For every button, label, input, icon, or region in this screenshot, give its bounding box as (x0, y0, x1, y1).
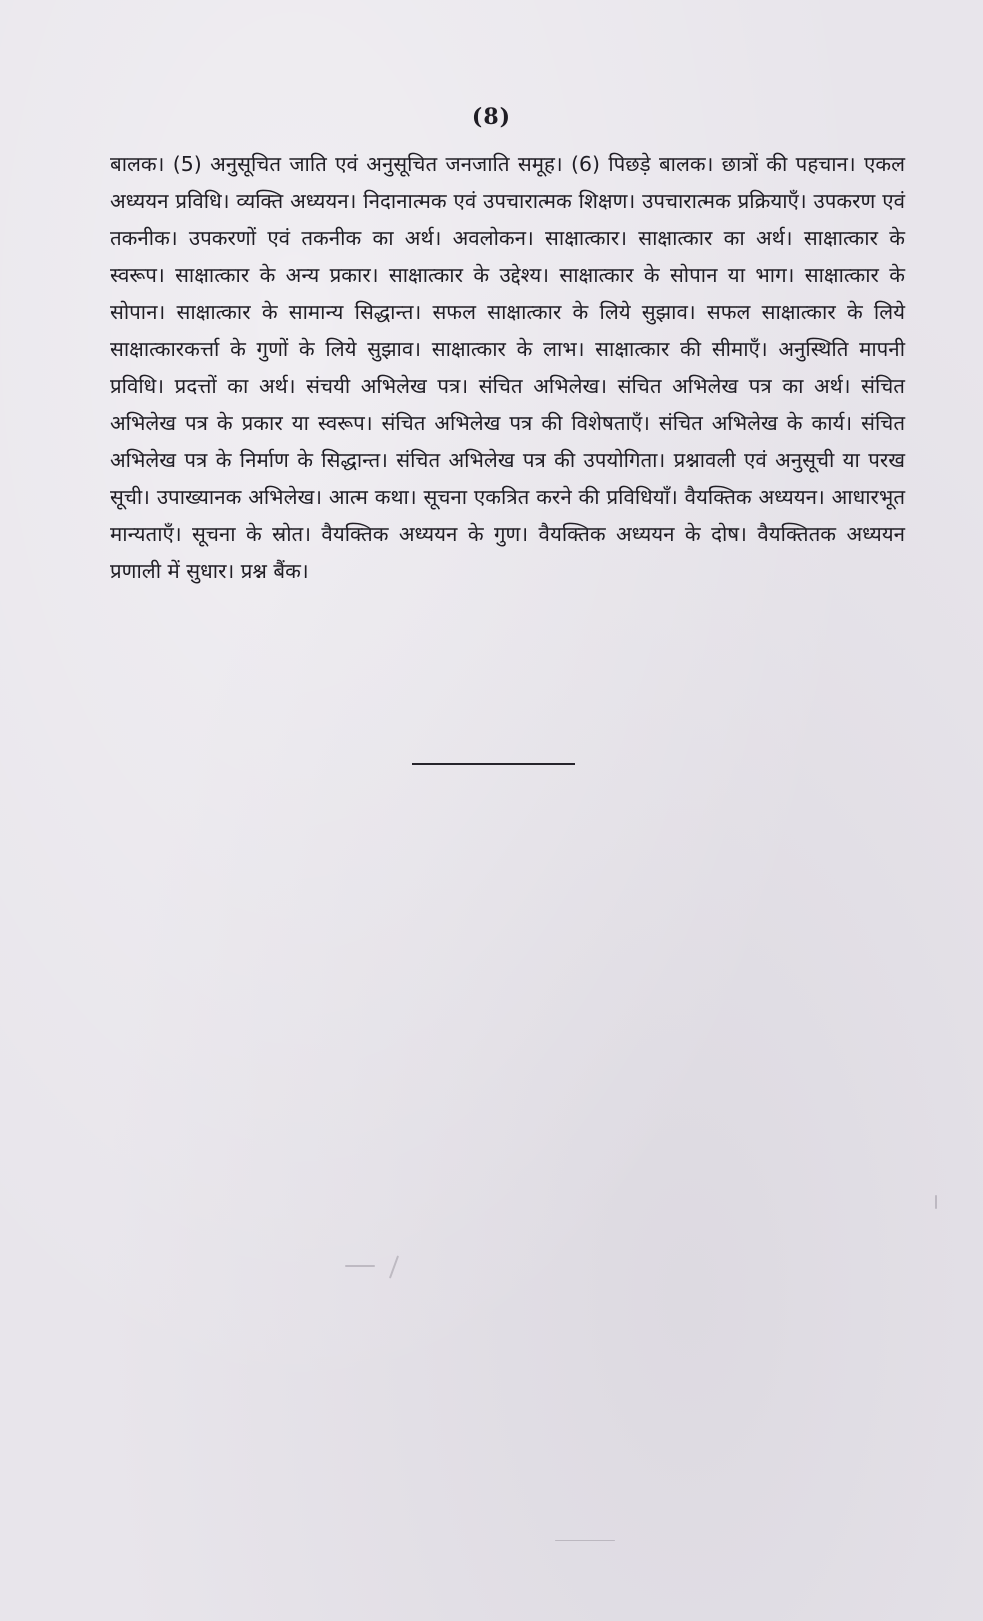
section-divider (412, 763, 575, 765)
ink-speck (345, 1265, 375, 1267)
ink-speck (555, 1540, 615, 1541)
ink-speck (389, 1255, 399, 1278)
ink-speck (935, 1195, 937, 1209)
page-number: (8) (471, 104, 512, 130)
contents-paragraph: बालक। (5) अनुसूचित जाति एवं अनुसूचित जनजाति समूह। (6) पिछड़े बालक। छात्रों की पहचान। एकल अध्ययन प्रविधि। व्यक्ति अध्ययन। निदानात्मक एवं उपचारात्मक शिक्षण। उपचारात्मक प्रक्रियाएँ। उपकरण एवं तकनीक। उपकरणों एवं तकनीक का अर्थ। अवलोकन। साक्षात्कार। साक्षात्कार का अर्थ। साक्षात्कार के स्वरूप। साक्षात्कार के अन्य प्रकार। साक्षात्कार के उद्देश्य। साक्षात्कार के सोपान या भाग। साक्षात्कार के सोपान। साक्षात्कार के सामान्य सिद्धान्त। सफल साक्षात्कार के लिये सुझाव। सफल साक्षात्कार के लिये साक्षात्कारकर्त्ता के गुणों के लिये सुझाव। साक्षात्कार के लाभ। साक्षात्कार की सीमाएँ। अनुस्थिति मापनी प्रविधि। प्रदत्तों का अर्थ। संचयी अभिलेख पत्र। संचित अभिलेख। संचित अभिलेख पत्र का अर्थ। संचित अभिलेख पत्र के प्रकार या स्वरूप। संचित अभिलेख पत्र की विशेषताएँ। संचित अभिलेख के कार्य। संचित अभिलेख पत्र के निर्माण के सिद्धान्त। संचित अभिलेख पत्र की उपयोगिता। प्रश्नावली एवं अनुसूची या परख सूची। उपाख्यानक अभिलेख। आत्म कथा। सूचना एकत्रित करने की प्रविधियाँ। वैयक्तिक अध्ययन। आधारभूत मान्यताएँ। सूचना के स्रोत। वैयक्तिक अध्ययन के गुण। वैयक्तिक अध्ययन के दोष। वैयक्तितक अध्ययन प्रणाली में सुधार। प्रश्न बैंक। (110, 152, 905, 583)
